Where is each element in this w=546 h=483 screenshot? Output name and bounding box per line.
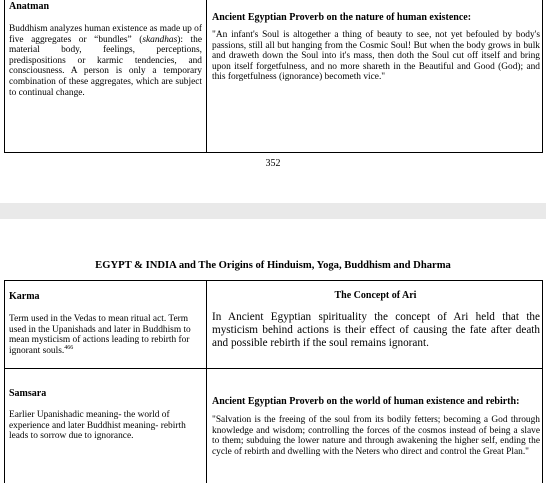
anatman-text: Buddhism analyzes human existence as made up of five aggregates or “bundles” (skandhas): the material body, feelings, perceptions, predispositions or karmic tendencies, and consciousness. A person is only a temporary combination of these aggregates, which are subject to continual change. <box>9 24 202 98</box>
samsara-heading: Samsara <box>9 388 47 399</box>
comparison-table-1 <box>4 0 543 153</box>
skandhas-term: skandhas <box>142 34 178 45</box>
ari-text: In Ancient Egyptian spirituality the concept of Ari held that the mysticism behind actions is their effect of causing the fate after death and possible rebirth if the soul remains ignorant. <box>212 311 540 349</box>
page-352 <box>0 0 546 203</box>
column-divider <box>206 0 207 152</box>
samsara-text: Earlier Upanishadic meaning- the world of experience and later Buddhist meaning- rebirth leads to sorrow due to ignorance. <box>9 410 186 442</box>
row-divider <box>5 368 542 369</box>
comparison-table-2 <box>4 280 543 483</box>
anatman-heading: Anatman <box>9 1 50 12</box>
proverb-heading-2: Ancient Egyptian Proverb on the world of human existence and rebirth: <box>212 396 520 407</box>
proverb-text-1: "An infant's Soul is altogether a thing of beauty to see, not yet befouled by body's passions, still all but hanging from the Cosmic Soul! But when the body grows in bulk and draweth down the Soul into it's mass, then doth the Soul cut off itself and bring upon itself forgetfulness, and no more shareth in the Beautiful and Good (God); and this forgetfulness (ignorance) becometh vice." <box>212 30 540 83</box>
page-separator <box>0 203 546 219</box>
page-353 <box>0 219 546 483</box>
page-number: 352 <box>265 158 281 169</box>
chapter-title: EGYPT & INDIA and The Origins of Hinduism, Yoga, Buddhism and Dharma <box>95 260 451 271</box>
footnote-marker: 466 <box>64 344 74 351</box>
karma-heading: Karma <box>9 291 40 302</box>
ari-heading: The Concept of Ari <box>334 290 417 301</box>
column-divider <box>206 281 207 483</box>
proverb-heading-1: Ancient Egyptian Proverb on the nature of human existence: <box>212 12 472 23</box>
karma-body: Term used in the Vedas to mean ritual act. Term used in the Upanishads and later in Buddhism to mean mysticism of actions leading to rebirth for ignorant souls. <box>9 314 191 356</box>
karma-text <box>9 314 203 356</box>
proverb-text-2: "Salvation is the freeing of the soul from its bodily fetters; becoming a God through knowledge and wisdom; controlling the forces of the cosmos instead of being a slave to them; subduing the lower nature and through awakening the higher self, ending the cycle of rebirth and dwelling with the Neters who direct and control the Great Plan." <box>212 415 540 457</box>
